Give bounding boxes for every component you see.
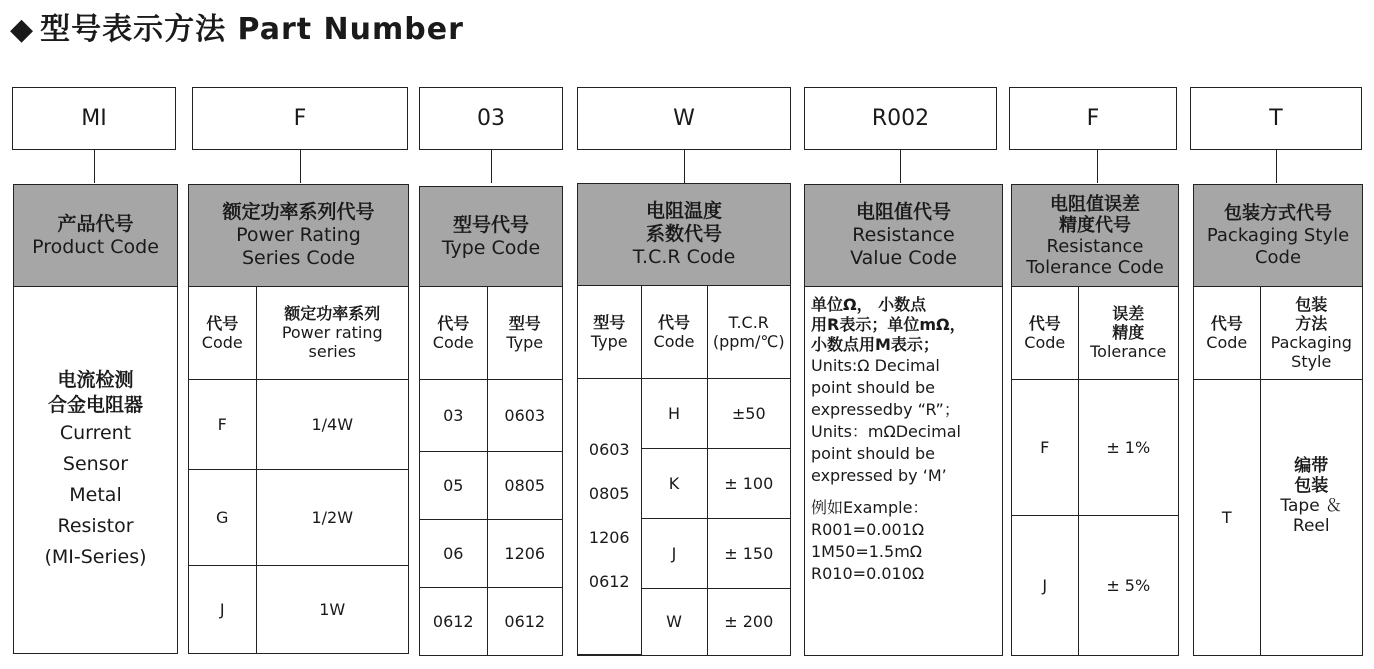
header-en-2: Series Code (241, 247, 356, 269)
row-code: J (641, 518, 707, 588)
header-en: T.C.R Code (632, 246, 736, 268)
row-code: J (189, 565, 256, 653)
header-en-1: Packaging Style (1206, 224, 1350, 246)
table-row (1012, 379, 1178, 515)
desc-cn-1: 电流检测 (57, 368, 134, 391)
header-cn: 产品代号 (57, 212, 134, 235)
connector-line (900, 150, 901, 183)
desc-line: 单位Ω， 小数点 (811, 295, 927, 314)
row-code: W (641, 588, 707, 655)
tolerance-code-header (1012, 185, 1178, 287)
row-value: 1W (256, 565, 408, 653)
packaging-code-table (1194, 287, 1362, 655)
spacer (811, 487, 1000, 497)
row-value: ± 1% (1078, 379, 1178, 515)
header-cn-2: 系数代号 (645, 223, 722, 245)
header-cn-2: 精度代号 (1059, 214, 1131, 236)
header-en-2: Tolerance Code (1026, 256, 1164, 278)
subhead-power: 额定功率系列 Power rating series (256, 287, 408, 379)
packaging-code-header (1194, 185, 1362, 287)
header-cn: 型号代号 (452, 213, 529, 236)
row-value: 0805 (487, 451, 562, 519)
desc-en-3: Metal (69, 483, 122, 506)
tolerance-code-panel (1011, 184, 1179, 656)
desc-line: Units:Ω Decimal (811, 356, 940, 375)
power-rating-table (189, 287, 408, 653)
header-cn: 额定功率系列代号 (222, 201, 375, 223)
table-row (420, 451, 562, 519)
resistance-code-panel (804, 184, 1003, 656)
table-row (420, 379, 562, 451)
page-title (10, 10, 464, 50)
tcr-code-table (578, 286, 790, 655)
table-row (578, 378, 790, 448)
table-row (420, 519, 562, 587)
subhead-tolerance: 误差 精度 Tolerance (1078, 287, 1178, 379)
desc-line: Units：mΩDecimal (811, 422, 961, 441)
row-code: 0612 (420, 587, 487, 655)
row-code: 03 (420, 379, 487, 451)
subhead-code: 代号 Code (1012, 287, 1078, 379)
desc-en-2: Sensor (62, 452, 129, 475)
desc-line: expressedby “R”； (811, 400, 960, 419)
connector-line (684, 150, 685, 183)
tcr-code-panel (577, 183, 791, 656)
table-row (1194, 379, 1362, 655)
row-code: J (1012, 515, 1078, 655)
row-value: ± 150 (707, 518, 790, 588)
row-code: T (1194, 379, 1260, 655)
type-item: 0603 (588, 440, 630, 460)
example-line: 1M50=1.5mΩ (811, 542, 923, 561)
table-row (1012, 515, 1178, 655)
example-line: R010=0.010Ω (811, 564, 925, 583)
row-value: ± 100 (707, 448, 790, 518)
example-line: R001=0.001Ω (811, 520, 925, 539)
table-row (420, 587, 562, 655)
subhead-code: 代号 Code (1194, 287, 1260, 379)
header-en: Product Code (32, 235, 159, 258)
packaging-code-panel (1193, 184, 1363, 656)
product-code-panel (13, 184, 178, 654)
row-code: H (641, 378, 707, 448)
power-rating-header (189, 185, 408, 287)
tcr-code-header (578, 184, 790, 286)
header-en-1: Resistance (852, 224, 955, 246)
subhead-code: 代号 Code (420, 287, 487, 379)
type-code-panel (419, 186, 563, 656)
code-box-tolerance: F (1009, 87, 1177, 150)
header-cn-1: 电阻值误差 (1050, 193, 1140, 215)
table-subheader (1012, 287, 1178, 379)
desc-line: point should be (811, 444, 935, 463)
row-code: K (641, 448, 707, 518)
header-cn-1: 电阻温度 (645, 200, 722, 222)
type-item: 1206 (588, 528, 630, 548)
connector-line (1097, 150, 1098, 183)
desc-line: 用R表示；单位mΩ， (811, 315, 966, 334)
connector-line (300, 150, 301, 183)
row-code: F (1012, 379, 1078, 515)
desc-cn-2: 合金电阻器 (47, 393, 143, 416)
resistance-code-header (805, 185, 1002, 287)
desc-line: point should be (811, 378, 935, 397)
connector-line (491, 150, 492, 183)
header-en: Type Code (441, 236, 541, 259)
product-description (14, 287, 177, 653)
page-title-text: 型号表示方法 Part Number (40, 12, 464, 47)
code-box-power: F (192, 87, 408, 150)
row-value: 1/4W (256, 379, 408, 469)
row-code: G (189, 469, 256, 565)
row-code: 05 (420, 451, 487, 519)
row-code: F (189, 379, 256, 469)
code-box-type: 03 (419, 87, 563, 150)
subhead-type: 型号 Type (487, 287, 562, 379)
table-row (189, 469, 408, 565)
desc-line: expressed by ‘M’ (811, 466, 947, 485)
table-subheader (1194, 287, 1362, 379)
type-code-header (420, 187, 562, 287)
code-box-packaging: T (1190, 87, 1362, 150)
table-subheader (420, 287, 562, 379)
row-value: ± 200 (707, 588, 790, 655)
header-en-2: Value Code (850, 247, 957, 269)
row-code: 06 (420, 519, 487, 587)
row-value: 1206 (487, 519, 562, 587)
subhead-packaging: 包装 方法 Packaging Style (1260, 287, 1362, 379)
code-box-resistance: R002 (804, 87, 997, 150)
row-value: 编带 包装 Tape ＆ Reel (1260, 379, 1362, 655)
table-row (189, 379, 408, 469)
type-code-table (420, 287, 562, 655)
product-code-header (14, 185, 177, 287)
header-en-2: Code (1254, 246, 1302, 268)
header-cn: 电阻值代号 (855, 201, 951, 223)
row-value: ±50 (707, 378, 790, 448)
resistance-description (811, 295, 1000, 585)
header-cn: 包装方式代号 (1224, 202, 1332, 224)
example-line: 例如Example： (811, 498, 929, 517)
desc-en-1: Current (59, 421, 132, 444)
table-subheader (189, 287, 408, 379)
row-value: 1/2W (256, 469, 408, 565)
row-value: 0603 (487, 379, 562, 451)
type-item: 0805 (588, 484, 630, 504)
code-box-tcr: W (577, 87, 791, 150)
subhead-code: 代号 Code (189, 287, 256, 379)
table-row (189, 565, 408, 653)
row-value: ± 5% (1078, 515, 1178, 655)
type-list (578, 378, 641, 655)
desc-en-5: (MI-Series) (44, 545, 147, 568)
type-item: 0612 (588, 572, 630, 592)
power-rating-panel (188, 184, 409, 654)
subhead-tcr: T.C.R (ppm/℃) (707, 286, 790, 378)
connector-line (94, 150, 95, 183)
subhead-type: 型号 Type (578, 286, 641, 378)
tolerance-code-table (1012, 287, 1178, 655)
subhead-code: 代号 Code (641, 286, 707, 378)
desc-line: 小数点用M表示； (811, 335, 939, 354)
connector-line (1276, 150, 1277, 183)
diamond-icon: ◆ (10, 12, 35, 47)
table-subheader (578, 286, 790, 378)
code-box-mi: MI (12, 87, 176, 150)
row-value: 0612 (487, 587, 562, 655)
header-en-1: Power Rating (236, 224, 361, 246)
header-en-1: Resistance (1046, 235, 1144, 257)
desc-en-4: Resistor (57, 514, 134, 537)
